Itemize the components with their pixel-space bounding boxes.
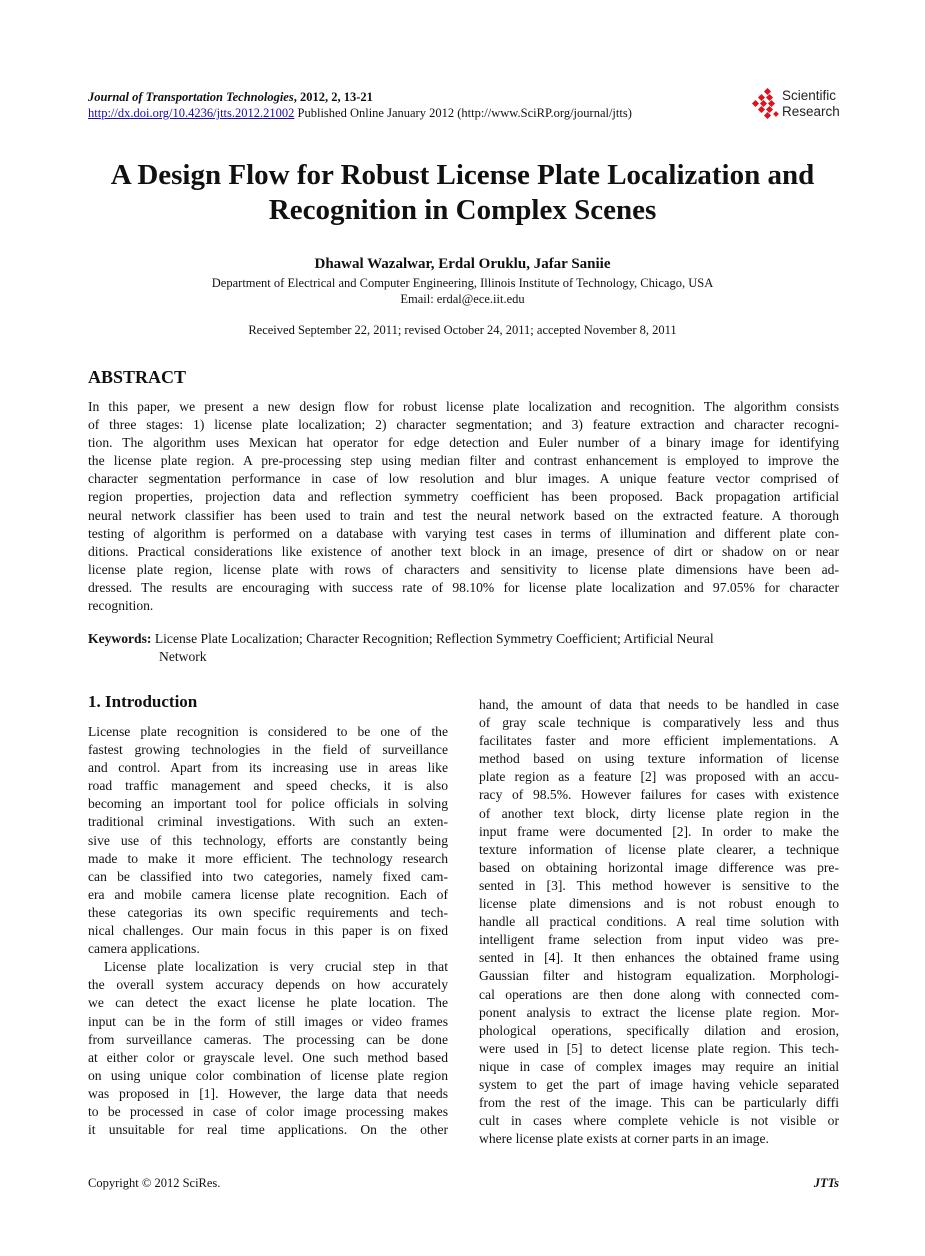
text-line: from surveillance cameras. The processing can be done [88,1031,448,1047]
text-line: hand, the amount of data that needs to be handled in case [479,697,839,712]
text-line: these categorias its own specific requirements and tech- [88,904,448,920]
text-line: ditions. Practical considerations like existence of another text block in an image, presence of dirt or shadow on or near [88,543,839,559]
text-line: to be processed in case of color image processing makes [88,1103,448,1119]
text-line: facilitates faster and more efficient implementations. A [479,733,839,749]
text-line: based on obtaining horizontal image difference was pre- [479,859,839,875]
text-line: plate region as a feature [2] was proposed with an accu- [479,769,839,785]
scientific-research-logo [748,88,843,122]
authors: Dhawal Wazalwar, Erdal Oruklu, Jafar Saniie [314,256,611,272]
journal-abbreviation: JTTs [813,1176,839,1190]
published-info: Published Online January 2012 (http://www.SciRP.org/journal/jtts) [294,106,632,120]
text-line: of three stages: 1) license plate localization; 2) character segmentation; and 3) feature extraction and character recogni- [88,417,839,433]
paper-title [60,158,865,228]
text-line: at either color or grayscale level. One such method based [88,1049,448,1065]
text-line: it unsuitable for real time applications. On the other [88,1122,448,1138]
text-line: era and mobile camera license plate recognition. Each of [88,886,448,902]
text-line: sive use of this technology, efforts are constantly being [88,832,448,848]
affiliation-block [60,275,865,307]
text-line: license plate dimensions and is not robust enough to [479,896,839,912]
page-footer [88,1176,839,1191]
text-line: fastest growing technologies in the field of surveillance [88,742,448,758]
text-line: the overall system accuracy depends on how accurately [88,977,448,993]
text-line: License plate localization is very crucial step in that [104,959,448,975]
text-line: of another text block, dirty license plate region in the [479,805,839,821]
text-line: neural network classifier has been used to train and test the neural network based on the extracted feature. A thorough [88,507,839,523]
text-line: dressed. The results are encouraging with success rate of 98.10% for license plate localization and 97.05% for character [88,579,839,595]
text-line: sented in [4]. It then enhances the obtained frame using [479,950,839,966]
text-line: input frame were documented [2]. In order to make the [479,823,839,839]
text-line: In this paper, we present a new design flow for robust license plate localization and recognition. The algorithm consists [88,399,839,414]
right-column [479,696,839,1148]
text-line: sented in [3]. This method however is sensitive to the [479,877,839,893]
abstract-text [88,398,839,615]
text-line: tion. The algorithm uses Mexican hat operator for edge detection and Euler number of a binary image for identifying [88,435,839,451]
text-line: were used in [5] to detect license plate region. This tech- [479,1040,839,1056]
running-header [88,89,632,121]
text-line: and control. Apart from its increasing use in areas like [88,760,448,776]
text-line: intelligent frame selection from input video was pre- [479,932,839,948]
text-line: testing of algorithm is performed on a database with varying test cases in terms of illumination and different plate con- [88,525,839,541]
keywords [88,630,839,666]
text-line: nical challenges. Our main focus in this paper is on fixed [88,923,448,939]
logo-text-line2: Research [782,103,840,119]
text-line: of gray scale technique is comparatively less and thus [479,715,839,731]
text-line: camera applications. [88,941,200,957]
journal-citation [88,89,632,105]
text-line: texture information of license plate clearer, a technique [479,841,839,857]
text-line: the license plate region. A pre-processing step using median filter and contrast enhancement is employed to improve the [88,453,839,469]
text-line: input can be in the form of still images or video frames [88,1013,448,1029]
text-line: handle all practical conditions. A real time solution with [479,914,839,930]
title-line: A Design Flow for Robust License Plate Localization and [110,159,815,191]
text-line: made to make it more efficient. The technology research [88,850,448,866]
text-line: racy of 98.5%. However failures for cases with existence [479,787,839,803]
email: Email: erdal@ece.iit.edu [400,292,525,306]
diamond-cluster-icon [748,88,780,122]
left-column [88,723,448,1139]
text-line: road traffic management and speed checks, it is also [88,778,448,794]
text-line: traditional criminal investigations. With such an exten- [88,814,448,830]
keywords-list: License Plate Localization; Character Recognition; Reflection Symmetry Coefficient; Artificial Neural [151,631,714,646]
text-line: cult in cases where complete vehicle is not visible or [479,1113,839,1129]
section-heading: 1. Introduction [88,692,198,711]
text-line: system to get the part of image having vehicle separated [479,1076,839,1092]
keywords-list-cont: Network [159,649,207,665]
journal-volume: , 2012, 2, 13-21 [293,90,373,104]
text-line: recognition. [88,598,154,614]
text-line: License plate recognition is considered to be one of the [88,724,448,739]
text-line: Gaussian filter and histogram equalization. Morphologi- [479,968,839,984]
text-line: on using unique color combination of license plate region [88,1067,448,1083]
text-line: becoming an important tool for police officials in solving [88,796,448,812]
text-line: where license plate exists at corner parts in an image. [479,1131,769,1147]
abstract-heading: ABSTRACT [88,367,187,387]
text-line: we can detect the exact license he plate location. The [88,995,448,1011]
journal-name: Journal of Transportation Technologies [88,90,294,104]
title-line: Recognition in Complex Scenes [268,194,657,226]
text-line: cal operations are then done along with connected com- [479,986,839,1002]
text-line: region properties, projection data and reflection symmetry coefficient has been proposed. Back propagation artificial [88,489,839,505]
text-line: character segmentation performance in case of low resolution and blur images. A unique feature vector comprised of [88,471,839,487]
text-line: method based on using texture information of license [479,751,839,767]
submission-dates: Received September 22, 2011; revised October 24, 2011; accepted November 8, 2011 [248,323,677,337]
text-line: ponent analysis to extract the license plate region. Mor- [479,1004,839,1020]
text-line: from the rest of the image. This can be particularly diffi [479,1095,839,1111]
text-line: phological operations, specifically dilation and erosion, [479,1022,839,1038]
affiliation: Department of Electrical and Computer Engineering, Illinois Institute of Technology, Chicago, USA [211,276,714,290]
copyright: Copyright © 2012 SciRes. [88,1176,221,1190]
text-line: nique in case of complex images may require an initial [479,1058,839,1074]
text-line: can be classified into two categories, namely fixed cam- [88,868,448,884]
logo-text-line1: Scientific [782,88,837,103]
text-line: was proposed in [1]. However, the large data that needs [88,1085,448,1101]
doi-link[interactable]: http://dx.doi.org/10.4236/jtts.2012.21002 [88,106,295,120]
keywords-label: Keywords: [88,631,152,646]
text-line: license plate region, license plate with rows of characters and sensitivity to license plate dimensions have been ad- [88,561,839,577]
